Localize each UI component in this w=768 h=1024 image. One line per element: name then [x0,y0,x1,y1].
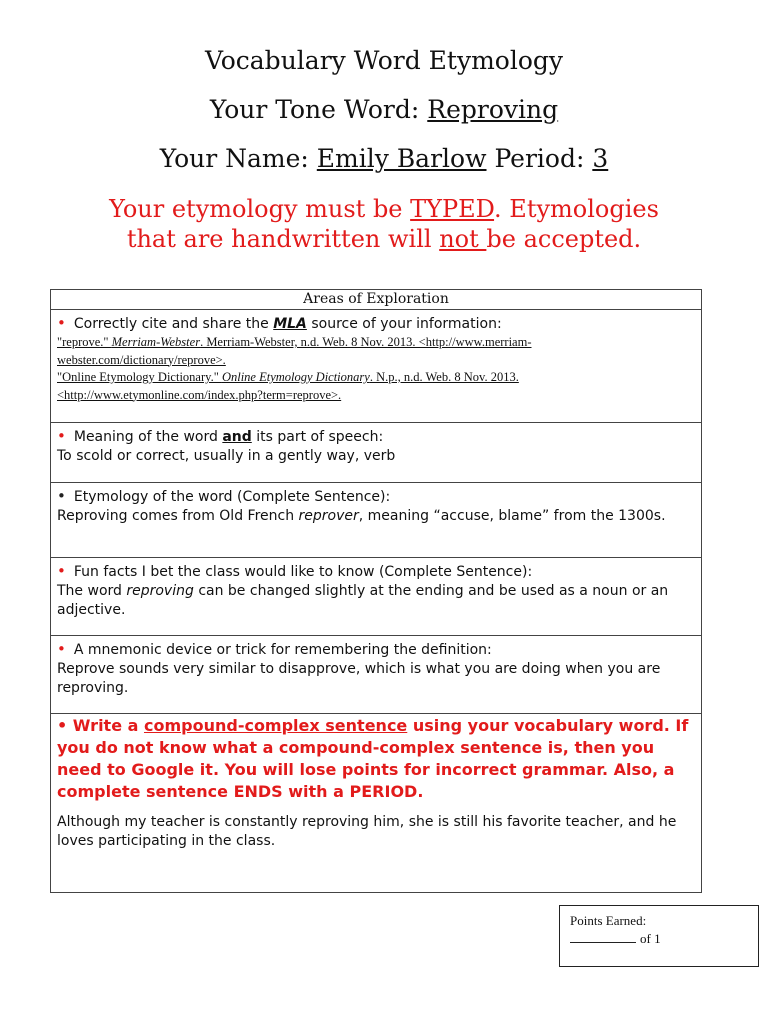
tone-word-label: Your Tone Word: [209,95,420,124]
sentence-row [51,714,702,893]
fun-facts-answer: The word reproving can be changed slightly at the ending and be used as a noun or an adjective. [57,583,669,618]
page-title: Vocabulary Word Etymology [204,46,564,75]
name-line [0,144,768,173]
bullet-icon: • [57,716,68,735]
period-value: 3 [592,144,609,173]
citation-etymonline: "Online Etymology Dictionary." Online Etymology Dictionary. N.p., n.d. Web. 8 Nov. 2013. <http://www.etymonline.com/index.php?term=reprove>. [57,370,519,402]
meaning-prompt: • Meaning of the word and its part of speech: [57,427,384,445]
table-header: Areas of Exploration [51,290,702,310]
tone-word-value: Reproving [427,95,559,124]
table-header-row [51,290,702,310]
warning-line-2: that are handwritten will not be accepted. [126,225,642,253]
etymology-prompt: • Etymology of the word (Complete Sentence): [57,487,391,505]
fun-facts-prompt: • Fun facts I bet the class would like to know (Complete Sentence): [57,562,533,580]
score-blank[interactable] [570,930,636,943]
bullet-icon: • [57,562,66,580]
mnemonic-answer: Reprove sounds very similar to disapprove, which is what you are doing when you are reproving. [57,661,661,696]
bullet-icon: • [57,427,66,445]
points-label: Points Earned: [570,913,647,928]
exploration-table [50,289,702,893]
sentence-answer: Although my teacher is constantly reproving him, she is still his favorite teacher, and he loves participating in the class. [57,814,677,849]
points-score: of 1 [570,930,748,948]
bullet-icon: • [57,314,66,332]
citation-merriam-webster: "reprove." Merriam-Webster. Merriam-Webster, n.d. Web. 8 Nov. 2013. <http://www.merriam- webster.com/dictionary/reprove>. [57,335,532,367]
etymology-row [51,483,702,558]
typed-warning [0,194,768,254]
name-label: Your Name: [159,144,309,173]
meaning-row [51,423,702,483]
fun-facts-row [51,558,702,636]
mnemonic-prompt: • A mnemonic device or trick for remembering the definition: [57,640,492,658]
bullet-icon: • [57,487,66,505]
tone-word-line [0,95,768,124]
mnemonic-row [51,636,702,714]
sentence-prompt: • Write a compound-complex sentence using your vocabulary word. If you do not know what a compound-complex sentence is, then you need to Google it. You will lose points for incorrect grammar. Also, a complete sentence ENDS with a PERIOD. [57,716,694,801]
mla-row [51,310,702,423]
name-value: Emily Barlow [316,144,487,173]
bullet-icon: • [57,640,66,658]
warning-line-1: Your etymology must be TYPED. Etymologies [109,195,659,223]
points-earned-box [559,905,759,967]
period-label: Period: [494,144,585,173]
etymology-answer: Reproving comes from Old French reprover, meaning “accuse, blame” from the 1300s. [57,508,666,524]
mla-prompt: • Correctly cite and share the MLA source of your information: [57,314,502,332]
meaning-answer: To scold or correct, usually in a gently way, verb [57,448,396,464]
